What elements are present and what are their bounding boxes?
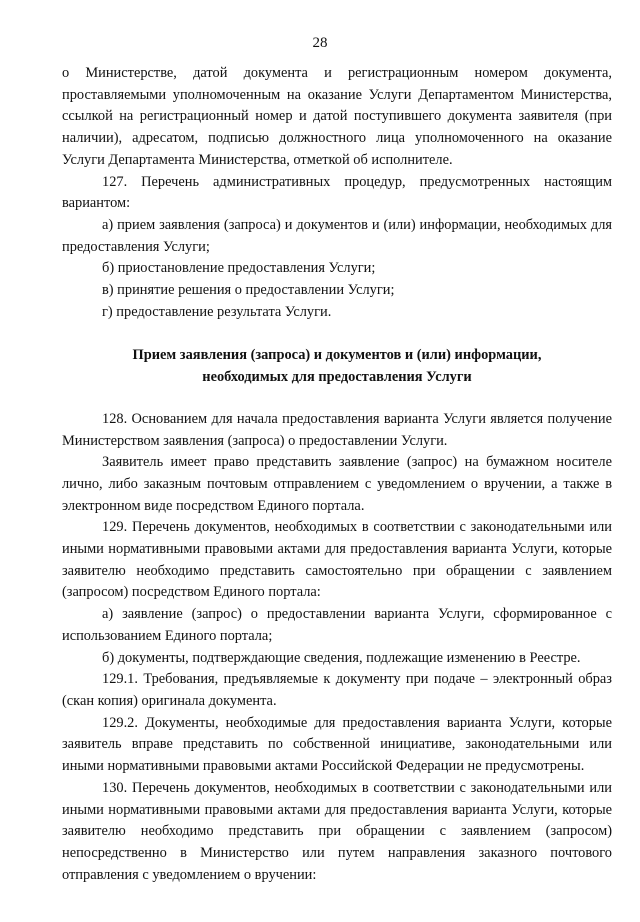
list-item: а) прием заявления (запроса) и документов и (или) информации, необходимых для предоставления Услуги; <box>62 216 612 255</box>
paragraph: 129. Перечень документов, необходимых в соответствии с законодательными или иными нормативными правовыми актами для предоставления варианта Услуги, которые заявителю необходимо представить самостоятельно при обращении с заявлением (запросом) посредством Единого портала: <box>62 519 612 601</box>
list-item: а) заявление (запрос) о предоставлении варианта Услуги, сформированное с использованием Единого портала; <box>62 606 612 644</box>
paragraph: 129.2. Документы, необходимые для предоставления варианта Услуги, которые заявитель вправе представить по собственной инициативе, законодательными или иными нормативными правовыми актами Российской Федерации не предусмотрены. <box>62 714 612 775</box>
list-item: в) принятие решения о предоставлении Услуги; <box>102 282 395 299</box>
paragraph: 129.1. Требования, предъявляемые к документу при подаче – электронный образ (скан копия) оригинала документа. <box>62 671 612 709</box>
section-heading-line: Прием заявления (запроса) и документов и (или) информации, <box>132 347 542 364</box>
list-item: б) документы, подтверждающие сведения, подлежащие изменению в Реестре. <box>102 649 581 666</box>
paragraph: 130. Перечень документов, необходимых в соответствии с законодательными или иными нормативными правовыми актами для предоставления варианта Услуги, которые заявителю необходимо представить при обращении с заявлением (запросом) непосредственно в Министерство или путем направления заказного почтового отправления с уведомлением о вручении: <box>62 779 612 883</box>
paragraph: 127. Перечень административных процедур, предусмотренных настоящим вариантом: <box>62 173 612 212</box>
section-heading <box>62 345 612 388</box>
paragraph: Заявитель имеет право представить заявление (запрос) на бумажном носителе лично, либо заказным почтовым отправлением с уведомлением о вручении, а также в электронном виде посредством Единого портала. <box>62 454 612 514</box>
paragraph: 128. Основанием для начала предоставления варианта Услуги является получение Министерством заявления (запроса) о предоставлении Услуги. <box>62 410 612 449</box>
document-body <box>62 63 612 886</box>
paragraph: о Министерстве, датой документа и регистрационным номером документа, проставляемыми уполномоченным на оказание Услуги Департаментом Министерства, ссылкой на регистрационный номер и датой поступившего документа заявителя (при наличии), адресатом, подписью должностного лица уполномоченного на оказание Услуги Департамента Министерства, отметкой об исполнителе. <box>62 65 612 168</box>
list-item: б) приостановление предоставления Услуги; <box>102 260 376 277</box>
page-number: 28 <box>312 35 328 51</box>
list-item: г) предоставление результата Услуги. <box>102 303 332 320</box>
section-heading-line: необходимых для предоставления Услуги <box>202 369 472 386</box>
